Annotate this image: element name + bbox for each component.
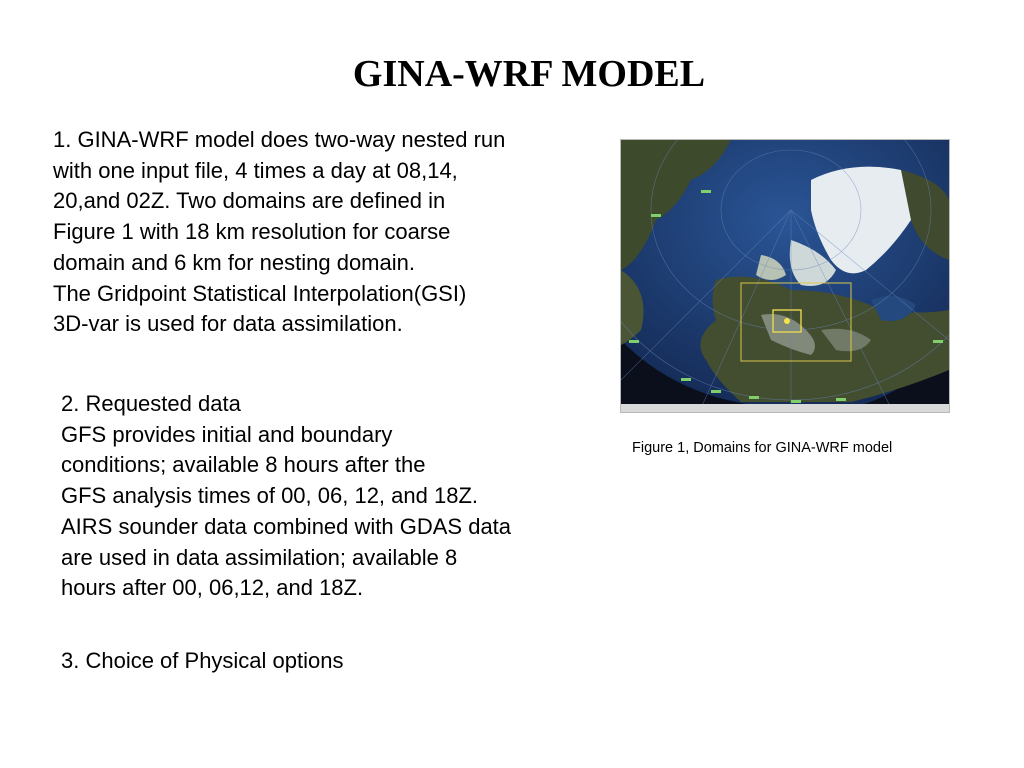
slide-title: GINA-WRF MODEL [352, 53, 706, 95]
section-1-line: Figure 1 with 18 km resolution for coarse [53, 219, 451, 245]
domain-map-image [621, 140, 949, 412]
section-2-line: GFS provides initial and boundary [61, 421, 393, 447]
section-3-line: 3. Choice of Physical options [61, 648, 344, 673]
section-1-line: with one input file, 4 times a day at 08,14, [53, 157, 458, 183]
figure-caption: Figure 1, Domains for GINA-WRF model [632, 440, 893, 456]
section-1-line: 20,and 02Z. Two domains are defined in [53, 188, 446, 214]
section-2-line: conditions; available 8 hours after the [61, 452, 426, 478]
image-bottom-strip [621, 404, 949, 412]
section-1-line: 1. GINA-WRF model does two-way nested run [53, 127, 506, 152]
section-1-line: 3D-var is used for data assimilation. [53, 311, 403, 337]
section-1-line: The Gridpoint Statistical Interpolation(GSI) [53, 280, 467, 306]
nested-domain-center [784, 318, 790, 324]
section-3-text [61, 646, 344, 677]
domain-map-figure [620, 139, 950, 413]
section-2-line: GFS analysis times of 00, 06, 12, and 18Z. [61, 483, 478, 509]
section-2-line: 2. Requested data [61, 391, 241, 416]
section-1-line: domain and 6 km for nesting domain. [53, 249, 415, 275]
section-2-line: AIRS sounder data combined with GDAS data [61, 513, 512, 539]
section-2-text [61, 389, 511, 604]
section-2-line: are used in data assimilation; available 8 [61, 544, 458, 570]
section-2-line: hours after 00, 06,12, and 18Z. [61, 575, 364, 601]
section-1-text [53, 125, 505, 340]
